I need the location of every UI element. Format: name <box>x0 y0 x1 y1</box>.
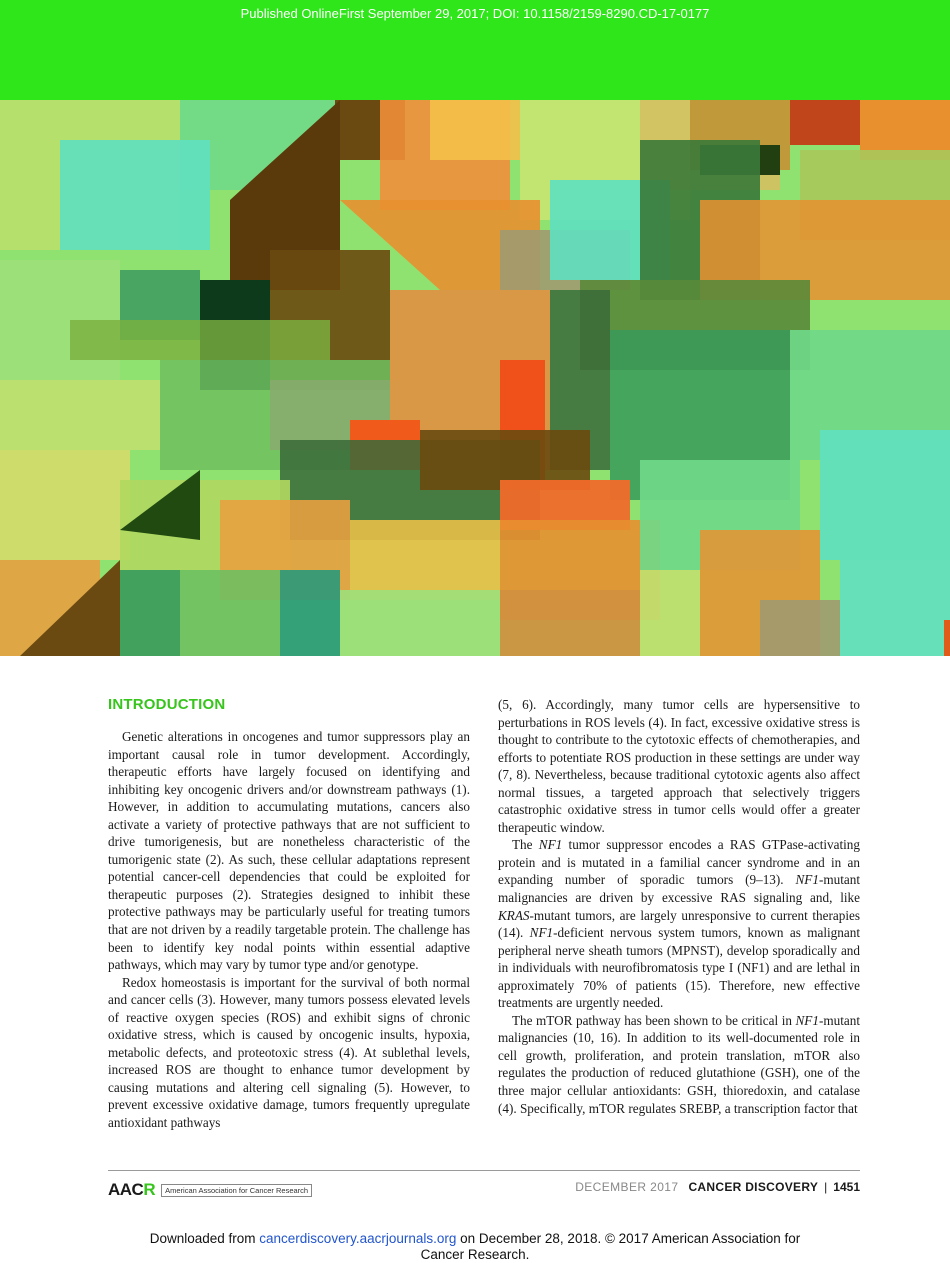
journal-name: CANCER DISCOVERY <box>688 1180 819 1194</box>
aacr-org-name: American Association for Cancer Research <box>161 1184 312 1197</box>
right-column <box>498 696 860 1117</box>
paragraph-nf1: The NF1 tumor suppressor encodes a RAS GTPase-activating protein and is mutated in a familial cancer syndrome and in an expanding number of sporadic tumors (9–13). NF1-mutant malignancies are driven by excessive RAS signaling and, like KRAS-mutant tumors, are largely unresponsive to current therapies (14). NF1-deficient nervous system tumors, known as malignant peripheral nerve sheath tumors (MPNST), develop sporadically and in individuals with neurofibromatosis type I (NF1) and are lethal in approximately 70% of patients (15). Therefore, new effective treatments are urgently needed. <box>498 837 860 1011</box>
abstract-pattern-image <box>0 100 950 656</box>
footer-divider <box>108 1170 860 1171</box>
paragraph-mtor: The mTOR pathway has been shown to be critical in NF1-mutant malignancies (10, 16). In addition to its well-documented role in cell growth, proliferation, and protein translation, mTOR also regulates the production of reduced glutathione (GSH), one of the three major cellular antioxidants: GSH, thioredoxin, and catalase (4). Specifically, mTOR regulates SREBP, a transcription factor that <box>498 1012 860 1116</box>
issue-date: DECEMBER 2017 <box>575 1180 679 1194</box>
download-link[interactable]: cancerdiscovery.aacrjournals.org <box>259 1231 457 1246</box>
paragraph-continuation: (5, 6). Accordingly, many tumor cells are hypersensitive to perturbations in ROS levels (4). In fact, excessive oxidative stress is thought to contribute to the cytotoxic effects of chemotherapies, and efforts to potentiate ROS production in these settings are under way (7, 8). Nevertheless, because traditional cytotoxic agents also affect normal tissues, a targeted approach that selectively triggers catastrophic oxidative stress in tumor cells would offer a greater therapeutic window. <box>498 697 860 835</box>
paragraph-genetic-alterations: Genetic alterations in oncogenes and tumor suppressors play an important causal role in tumor development. Accordingly, therapeutic efforts have largely focused on identifying and inhibiting key oncogenic drivers and/or downstream pathways (1). However, in addition to accumulating mutations, cancers also activate a variety of protective pathways that are not sufficient to drive tumorigenesis, but are nonetheless characteristic of the tumorigenic state (2). As such, these cellular adaptations represent potential cancer-cell dependencies that could be exploited for therapeutic purposes (2). Strategies designed to inhibit these protective pathways may be particularly useful for treating tumors that are not driven by a readily targetable protein. The challenge has been to identify key nodal points within essential adaptive pathways, which may vary by tumor type and/or genotype. <box>108 729 470 973</box>
footer-journal-info <box>575 1180 860 1194</box>
cover-artwork <box>0 100 950 656</box>
page-number: 1451 <box>833 1180 860 1194</box>
left-column <box>108 693 470 1132</box>
download-notice: Downloaded from cancerdiscovery.aacrjournals.org on December 28, 2018. © 2017 American Association for Cancer Research. <box>149 1231 801 1262</box>
published-line: Published OnlineFirst September 29, 2017; DOI: 10.1158/2159-8290.CD-17-0177 <box>240 6 710 21</box>
footer-separator: | <box>824 1180 828 1194</box>
aacr-logo-mark: AACR <box>108 1180 156 1199</box>
aacr-logo <box>108 1180 312 1200</box>
paragraph-redox-homeostasis: Redox homeostasis is important for the survival of both normal and cancer cells (3). However, many tumors possess elevated levels of reactive oxygen species (ROS) and exhibit signs of chronic oxidative stress, which is caused by oncogenic insults, hypoxia, metabolic defects, and proteotoxic stress (4). At sublethal levels, increased ROS are thought to enhance tumor development by causing mutations and altering cell signaling (5). However, to prevent excessive oxidative damage, tumors frequently upregulate antioxidant pathways <box>108 974 470 1131</box>
header-bar <box>0 0 950 100</box>
section-heading: INTRODUCTION <box>108 696 226 713</box>
